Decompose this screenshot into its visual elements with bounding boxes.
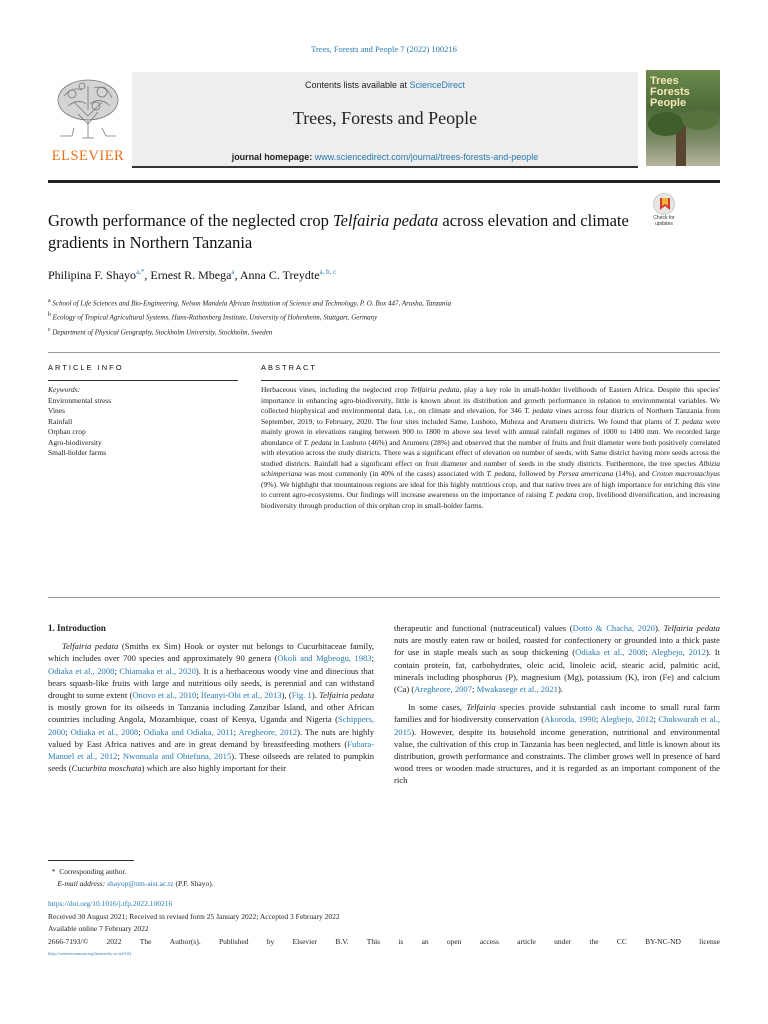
email-link[interactable]: shayop@nm-aist.ac.tz [107,879,174,888]
publisher-wordmark: ELSEVIER [51,148,125,164]
cover-tree-icon [646,110,720,166]
affiliation: $^c$ Department of Physical Geography, Stockholm University, Stockholm, Sweden [48,326,273,336]
body-column-left [48,622,374,780]
history-dates: Received 30 August 2021; Received in revised form 25 January 2022; Accepted 3 February 2022 [48,911,340,921]
author-list: Philipina F. Shayo$^{a,*}$, Ernest R. Mbega$^a$, Anna C. Treydte$^{a, b, c}$ [48,268,337,282]
citation-link[interactable]: Onovo et al., 2010 [132,690,197,701]
title-text: Growth performance of the neglected crop [48,211,333,230]
affiliation: $^b$ Ecology of Tropical Agricultural Systems, Hans-Ruthenberg Institute, University of Hohenheim, Stuttgart, Germany [48,312,378,322]
tree-logo-icon [52,76,124,142]
abstract-text: Herbaceous vines, including the neglected crop Telfairia pedata, play a key role in small-holder livelihoods of Eastern Africa. Despite this species' importance in enhancing agro-biodiversity, little is known about its distribution and growth performance in relation to environmental variables. We collected biophysical and environmental data, i.e., on climate and elevation, for 346 T. pedata vines across four districts of Northern Tanzania from September, 2019, to February, 2020. The four sites included Same, Lushoto, Muheza and Arumeru districts. We found that plants of T. pedata were mainly grown in elevations ranging between 900 to 1800 m above sea level with annual rainfall regimes of 1000 to 1400 mm. We recorded large abundance of T. pedata in Lushoto (46%) and Arumeru (28%) and observed that the number of fruits and fruit diameter were both positively correlated with elevation across the study districts. There was a significant effect of elevation on number of seeds, with Same district having more seeds across the studied districts. Rainfall had a significant effect on fruit diameter and number of seeds in the study districts. Furthermore, the tree species Albizia schimperiana was most commonly (in 40% of the cases) associated with T. pedata, followed by Persea americana (14%), and Croton macrostachyus (9%). We highlight that mountainous regions are ideal for this highly nutritious crop, and that native trees are of high importance for enriching this vine to current agro-ecosystems. Our findings will increase awareness on the importance of raising T. pedata crop, livelihood diversification, and increasing biodiversity through production of this orphan crop in small-holder farms. [261,385,720,510]
footnote-divider [48,860,134,861]
body-column-right [394,622,720,793]
title-species: Telfairia pedata [332,211,439,230]
citation-link[interactable]: Odiaka et al., 2008 [70,726,139,737]
license-link[interactable]: (http://creativecommons.org/licenses/by-nc-nd/4.0/). [48,951,133,956]
citation-link[interactable]: Odiaka and Odiaka, 2011 [143,726,234,737]
affiliations [48,295,451,338]
paragraph: therapeutic and functional (nutraceutical) values (Dotto & Chacha, 2020). Telfairia pedata nuts are mostly eaten raw or boiled, roasted for confectionery or grounded into a thick paste for use in staple meals such as soup thickening (Odiaka et al., 2008; Alegbejo, 2012). It contain protein, fat, carbohydrates, oleic acid, linoleic acid, stearic acid, palmitic acid, minerals including phosphorus (P), magnesium (Mg), potassium (K), iron (Fe) and calcium (Ca) (Aregheore, 2007; Mwakasege et al., 2021). [394,623,720,695]
check-updates-label: Check for updates [653,215,675,227]
citation-link[interactable]: Alegbejo, 2012 [651,647,706,658]
citation-link[interactable]: Ifeanyi-Obi et al., 2013 [200,690,282,701]
keyword: Vines [48,406,66,415]
keyword: Agro-biodiversity [48,437,102,447]
citation-link[interactable]: Okoli and Mgbeogu, 1983 [277,653,372,664]
author[interactable]: Ernest R. Mbega$^a$ [150,268,235,282]
journal-name: Trees, Forests and People [292,108,478,128]
check-updates-icon [653,193,675,215]
citation-link[interactable]: Akoroda, 1990 [544,714,596,725]
citation-link[interactable]: Chukwurah et al., 2015 [394,714,720,737]
section-heading: 1. Introduction [48,623,106,633]
keywords-label: Keywords: [48,385,81,394]
homepage-label: journal homepage: [231,152,315,162]
citation-link[interactable]: Aregheore, 2007 [414,684,473,695]
citation-link[interactable]: Odiaka et al., 2008 [575,647,646,658]
article-metadata [48,898,720,961]
author[interactable]: Anna C. Treydte$^{a, b, c}$ [239,268,337,282]
journal-banner [132,72,638,168]
article-title [48,210,638,254]
article-info-rule [48,380,238,381]
citation-link[interactable]: Mwakasege et al., 2021 [476,684,558,695]
contents-prefix: Contents lists available at [304,80,410,90]
citation-link[interactable]: Alegbejo, 2012 [600,714,654,725]
affiliation: $^a$ School of Life Sciences and Bio-Engineering, Nelson Mandela African Institution of Science and Technology, P. O. Box 447, Arusha, Tanzania [48,298,451,308]
keyword: Orphan crop [48,427,86,436]
cover-title: Trees Forests People [650,75,690,109]
corresponding-author-note: * Corresponding author. [48,867,127,876]
citation-link[interactable]: Aregheore, 2012 [238,726,298,737]
publisher-logo[interactable] [48,70,128,168]
paragraph: Telfairia pedata (Smiths ex Sim) Hook or oyster nut belongs to Cucurbitaceae family, which includes over 700 species and approximately 90 genera (Okoli and Mgbeogu, 1983; Odiaka et al., 2008; Chiamaka et al., 2020). It is a herbaceous woody vine and dioecious that bears squash-like fruits with large and nutritious oily seeds, is perennial and can withstand drought to some extent (Onovo et al., 2010; Ifeanyi-Obi et al., 2013), (Fig. 1). Telfairia pedata is mostly grown for its oilseeds in Tanzania including Zanzibar Island, and other African countries including Angola, Mozambique, coast of Kenya, Uganda and Nigeria (Schippers, 2000; Odiaka et al., 2008; Odiaka and Odiaka, 2011; Aregheore, 2012). The nuts are highly valued by East Africa natives and are in great demand by breastfeeding mothers (Fubara-Manuel et al., 2012; Nwonuala and Obiefuna, 2015). These oilseeds are related to pumpkin seeds (Cucurbita moschata) which are also highly important for their [48,641,375,774]
keyword: Environmental stress [48,395,112,405]
online-date: Available online 7 February 2022 [48,924,149,933]
sciencedirect-link[interactable]: ScienceDirect [409,80,466,90]
journal-header [48,70,720,168]
check-for-updates-badge[interactable] [649,193,679,229]
doi-link[interactable]: https://doi.org/10.1016/j.tfp.2022.100216 [48,899,173,908]
footnotes [48,866,214,890]
author[interactable]: Philipina F. Shayo$^{a,*}$ [48,268,145,282]
article-info-heading: ARTICLE INFO [48,363,124,372]
paragraph: In some cases, Telfairia species provide substantial cash income to small rural farm families and for biodiversity conservation (Akoroda, 1990; Alegbejo, 2012; Chukwurah et al., 2015). However, despite its household income generation, nutritional and environmental value, the cultivation of this crop in Tanzania has been neglected, and little is known about its distribution, growth performance and constraints. The climber grows well in presence of hard wood trees or wooden made structures, and it is regarded as an important component of the rich [394,702,720,786]
keywords-block [48,385,238,459]
citation-link[interactable]: Chiamaka et al., 2020 [119,665,196,676]
figure-link[interactable]: Fig. 1 [291,690,312,701]
info-top-divider [48,352,720,353]
keyword: Rainfall [48,416,73,426]
journal-citation-line[interactable]: Trees, Forests and People 7 (2022) 100216 [311,44,457,54]
citation-link[interactable]: Odiaka et al., 2008 [48,665,115,676]
body-divider [48,597,720,598]
email-note: E-mail address: shayop@nm-aist.ac.tz (P.F. Shayo). [57,879,214,888]
title-text-end: across elevation and climate gradients in Northern Tanzania [48,211,629,252]
abstract-heading: ABSTRACT [261,363,318,372]
header-divider [48,180,720,183]
homepage-line [132,152,638,162]
citation-link[interactable]: Dotto & Chacha, 2020 [572,623,655,633]
keyword: Small-holder farms [48,448,107,457]
license-statement: 2666-7193/© 2022 The Author(s). Published by Elsevier B.V. This is an open access article under the CC BY-NC-ND license [48,936,720,946]
asterisk-icon: * [48,867,60,876]
citation-link[interactable]: Schippers, 2000 [48,714,374,737]
contents-line [132,80,638,90]
journal-cover[interactable] [646,70,720,166]
homepage-link[interactable]: www.sciencedirect.com/journal/trees-forests-and-people [314,152,539,162]
abstract-rule [261,380,720,381]
citation-link[interactable]: Nwonuala and Obiefuna, 2015 [122,751,232,762]
citation-link[interactable]: Fubara-Manuel et al., 2012 [48,738,374,762]
